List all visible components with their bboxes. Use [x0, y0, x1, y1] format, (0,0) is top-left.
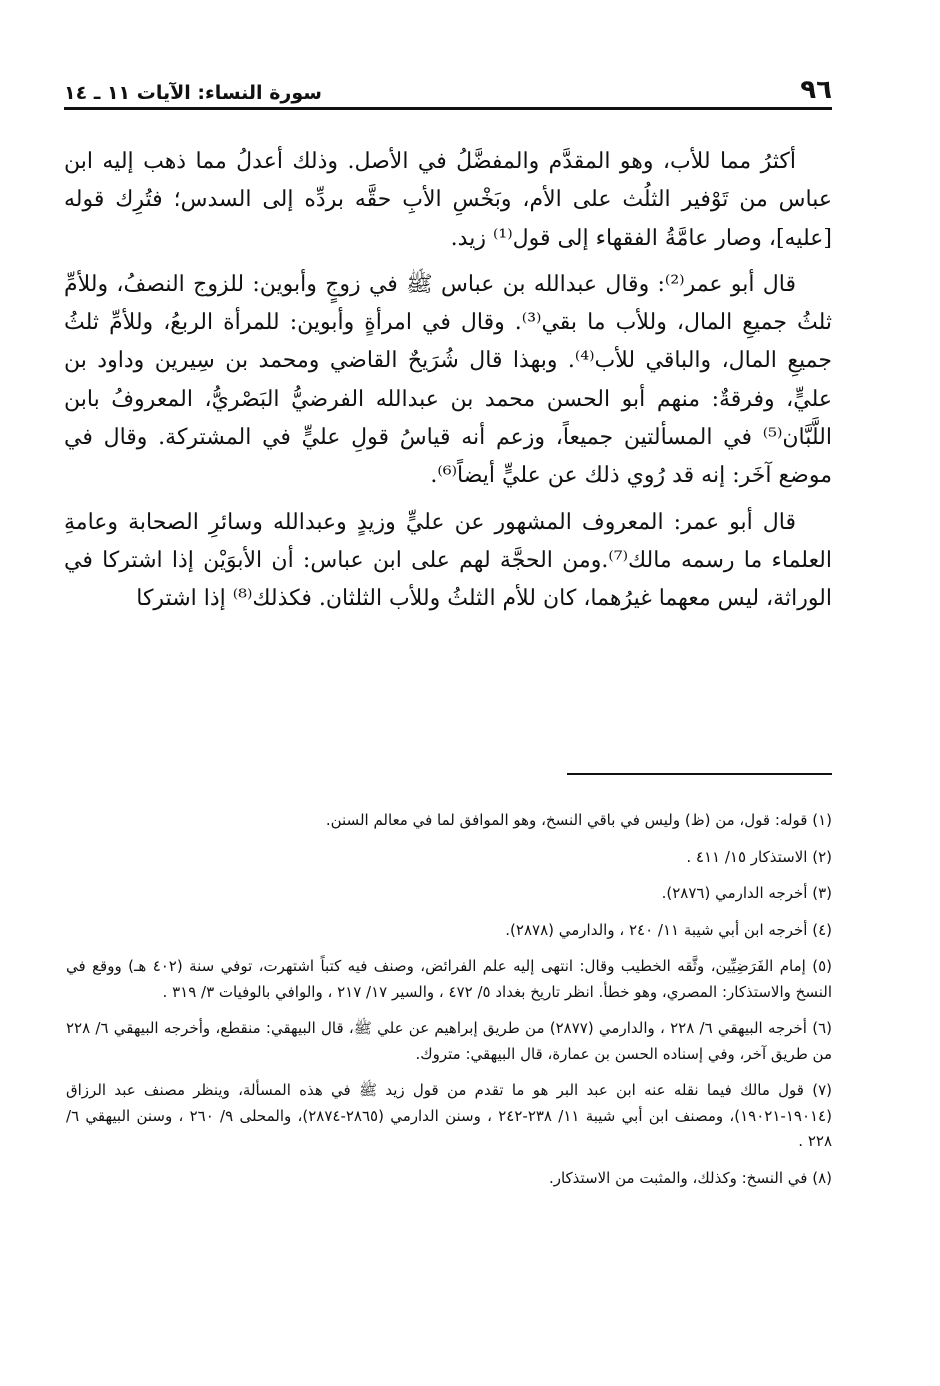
running-title: سورة النساء: الآيات ١١ ـ ١٤ — [64, 82, 322, 104]
footnote: (٨) في النسخ: وكذلك، والمثبت من الاستذكار. — [548, 1168, 832, 1187]
paragraph: قال أبو عمر: المعروف المشهور عن عليٍّ وزيدٍ وعبدالله وسائرِ الصحابة وعامةِ العلماء ما رسمه مالك⁽⁷⁾.ومن الحجَّة لهم على ابن عباس: أن الأبوَيْن إذا اشتركا في الوراثة، ليس معهما غيرُهما، كان للأم الثلثُ وللأب الثلثان. فكذلك⁽⁸⁾ إذا اشتركا — [64, 509, 832, 612]
main-text — [64, 143, 832, 619]
page-number: ٩٦ — [800, 75, 832, 105]
footnote: (٢) الاستذكار ١٥/ ٤١١ . — [686, 847, 832, 866]
paragraph: قال أبو عمر⁽²⁾: وقال عبدالله بن عباس ﷺ في زوجٍ وأبوين: للزوج النصفُ، وللأمِّ ثلثُ جميعِ المال، وللأب ما بقي⁽³⁾. وقال في امرأةٍ وأبوين: للمرأة الربعُ، وللأمِّ ثلثُ جميعِ المال، والباقي للأب⁽⁴⁾. وبهذا قال شُرَيحٌ القاضي ومحمد بن سِيرين وداود بن عليٍّ، وفرقةٌ: منهم أبو الحسن محمد بن عبدالله الفرضيُّ البَصْريُّ، المعروفُ بابن اللَّبَّان⁽⁵⁾ في المسألتين جميعاً، وزعم أنه قياسُ قولِ عليٍّ في المشتركة. وقال في موضع آخَر: إنه قد رُوي ذلك عن عليٍّ أيضاً⁽⁶⁾. — [64, 271, 832, 489]
footnotes — [66, 808, 832, 1202]
paragraph: أكثرُ مما للأب، وهو المقدَّم والمفضَّلُ في الأصل. وذلك أعدلُ مما ذهب إليه ابن عباس من تَوْفير الثلُث على الأم، وبَخْسِ الأبِ حقَّه بردِّه إلى السدس؛ فتُرِك قوله [عليه]، وصار عامَّةُ الفقهاء إلى قول⁽¹⁾ زيد. — [64, 149, 832, 251]
footnote-separator — [567, 773, 832, 775]
footnote: (٥) إمام الفَرَضِيِّين، وثَّقه الخطيب وقال: انتهى إليه علم الفرائض، وصنف فيه كتباً اشتهرت، توفي سنة (٤٠٢ هـ) ووقع في النسخ والاستذكار: المصري، وهو خطأ. انظر تاريخ بغداد ٥/ ٤٧٢ ، والسير ١٧/ ٢١٧ ، والوافي بالوفيات ٣/ ٣١٩ . — [66, 957, 832, 1001]
footnote: (١) قوله: قول، من (ظ) وليس في باقي النسخ، وهو الموافق لما في معالم السنن. — [325, 811, 832, 829]
footnote: (٦) أخرجه البيهقي ٦/ ٢٢٨ ، والدارمي (٢٨٧٧) من طريق إبراهيم عن علي ﷺ، قال البيهقي: منقطع، وأخرجه البيهقي ٦/ ٢٢٨ من طريق آخر، وفي إسناده الحسن بن عمارة، قال البيهقي: متروك. — [66, 1019, 832, 1063]
footnote: (٧) قول مالك فيما نقله عنه ابن عبد البر هو ما تقدم من قول زيد ﷺ في هذه المسألة، وينظر مصنف عبد الرزاق (١٩٠١٤-١٩٠٢١)، ومصنف ابن أبي شيبة ١١/ ٢٣٨-٢٤٢ ، وسنن الدارمي (٢٨٦٥-٢٨٧٤)، والمحلى ٩/ ٢٦٠ ، وسنن البيهقي ٦/ ٢٢٨ . — [66, 1081, 832, 1150]
footnote: (٤) أخرجه ابن أبي شيبة ١١/ ٢٤٠ ، والدارمي (٢٨٧٨). — [505, 920, 832, 939]
footnote: (٣) أخرجه الدارمي (٢٨٧٦). — [661, 884, 832, 902]
page-header — [64, 70, 832, 110]
